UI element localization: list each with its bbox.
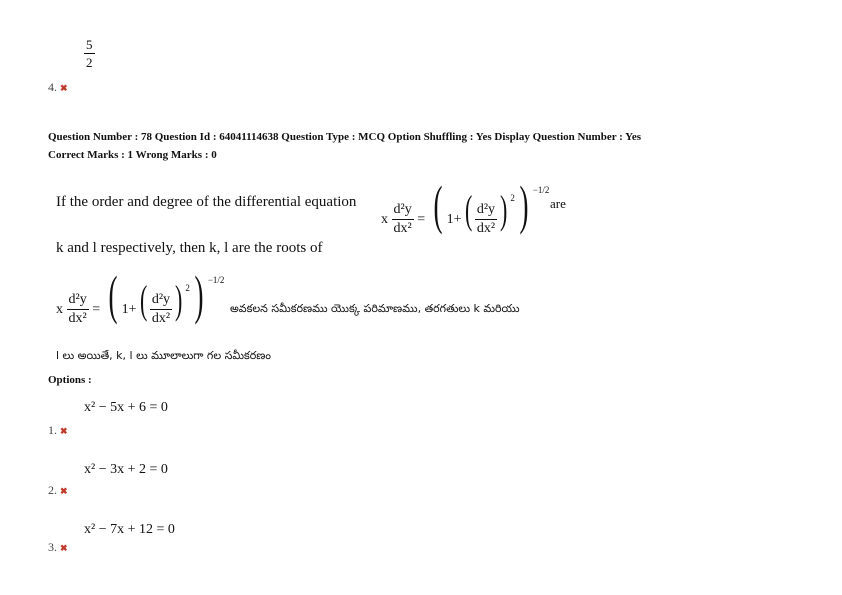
option-number-label: 1. xyxy=(48,423,57,437)
eq-inner-bar xyxy=(475,219,497,220)
eq-inner-denominator: dx² xyxy=(476,221,496,237)
question-text-telugu-line2: l లు అయితే, k, l లు మూలాలుగా గల సమీకరణం xyxy=(56,349,271,362)
wrong-mark-icon: ✖ xyxy=(60,543,68,553)
wrong-mark-icon: ✖ xyxy=(60,426,68,436)
eq-x: x xyxy=(56,302,63,317)
eq-one-plus: 1+ xyxy=(446,212,462,227)
eq-inner-bar xyxy=(150,309,172,310)
eq-outer-power: −1/2 xyxy=(207,275,225,285)
eq-denominator: dx² xyxy=(68,311,87,327)
eq-equals: = xyxy=(417,212,426,227)
eq-equals: = xyxy=(92,302,101,317)
option-number-label: 3. xyxy=(48,540,57,554)
option-1[interactable] xyxy=(48,423,68,438)
fraction-bar xyxy=(84,53,95,54)
option-1-equation: x² − 5x + 6 = 0 xyxy=(84,400,168,415)
option-2[interactable] xyxy=(48,483,68,498)
option-number-label: 2. xyxy=(48,483,57,497)
eq-inner-open-paren: ( xyxy=(464,187,472,232)
eq-inner-power: 2 xyxy=(510,193,515,203)
eq-inner-denominator: dx² xyxy=(151,311,171,327)
eq-close-paren: ) xyxy=(194,265,204,325)
eq-inner-open-paren: ( xyxy=(139,277,147,322)
eq-d2y-dx2-fraction xyxy=(392,203,414,236)
question-meta-line-2: Correct Marks : 1 Wrong Marks : 0 xyxy=(48,149,217,161)
eq-inner-fraction xyxy=(150,293,172,326)
eq-numerator: d²y xyxy=(393,202,412,218)
wrong-mark-icon: ✖ xyxy=(60,486,68,496)
question-text-english-line2: k and l respectively, then k, l are the roots of xyxy=(56,240,323,256)
differential-equation-telugu xyxy=(56,265,225,327)
eq-outer-power: −1/2 xyxy=(532,185,550,195)
previous-option-fraction xyxy=(84,38,95,69)
option-3[interactable] xyxy=(48,540,68,555)
eq-denominator: dx² xyxy=(393,221,412,237)
option-3-equation: x² − 7x + 12 = 0 xyxy=(84,522,175,537)
question-text-are: are xyxy=(550,196,566,211)
question-text-telugu: అవకలన సమీకరణము యొక్క పరిమాణము, తరగతులు k మరియు xyxy=(230,302,520,315)
previous-option-number xyxy=(48,80,68,95)
eq-bar xyxy=(67,309,89,310)
eq-inner-power: 2 xyxy=(185,283,190,293)
fraction-denominator: 2 xyxy=(86,55,93,70)
option-number-label: 4. xyxy=(48,80,57,94)
fraction-numerator: 5 xyxy=(86,37,93,52)
differential-equation-english xyxy=(381,175,550,237)
eq-numerator: d²y xyxy=(68,292,87,308)
eq-bar xyxy=(392,219,414,220)
eq-inner-numerator: d²y xyxy=(151,292,171,308)
eq-inner-close-paren: ) xyxy=(500,187,508,232)
eq-open-paren: ( xyxy=(108,265,118,325)
wrong-mark-icon: ✖ xyxy=(60,83,68,93)
eq-inner-fraction xyxy=(475,203,497,236)
eq-open-paren: ( xyxy=(433,175,443,235)
eq-one-plus: 1+ xyxy=(121,302,137,317)
eq-close-paren: ) xyxy=(519,175,529,235)
eq-d2y-dx2-fraction xyxy=(67,293,89,326)
eq-inner-close-paren: ) xyxy=(175,277,183,322)
question-meta-line-1: Question Number : 78 Question Id : 64041114638 Question Type : MCQ Option Shuffling : Yes Display Question Number : Yes xyxy=(48,131,642,143)
eq-x: x xyxy=(381,212,388,227)
option-2-equation: x² − 3x + 2 = 0 xyxy=(84,462,168,477)
eq-inner-numerator: d²y xyxy=(476,202,496,218)
options-label: Options : xyxy=(48,374,92,386)
question-text-english: If the order and degree of the differential equation xyxy=(56,194,357,210)
